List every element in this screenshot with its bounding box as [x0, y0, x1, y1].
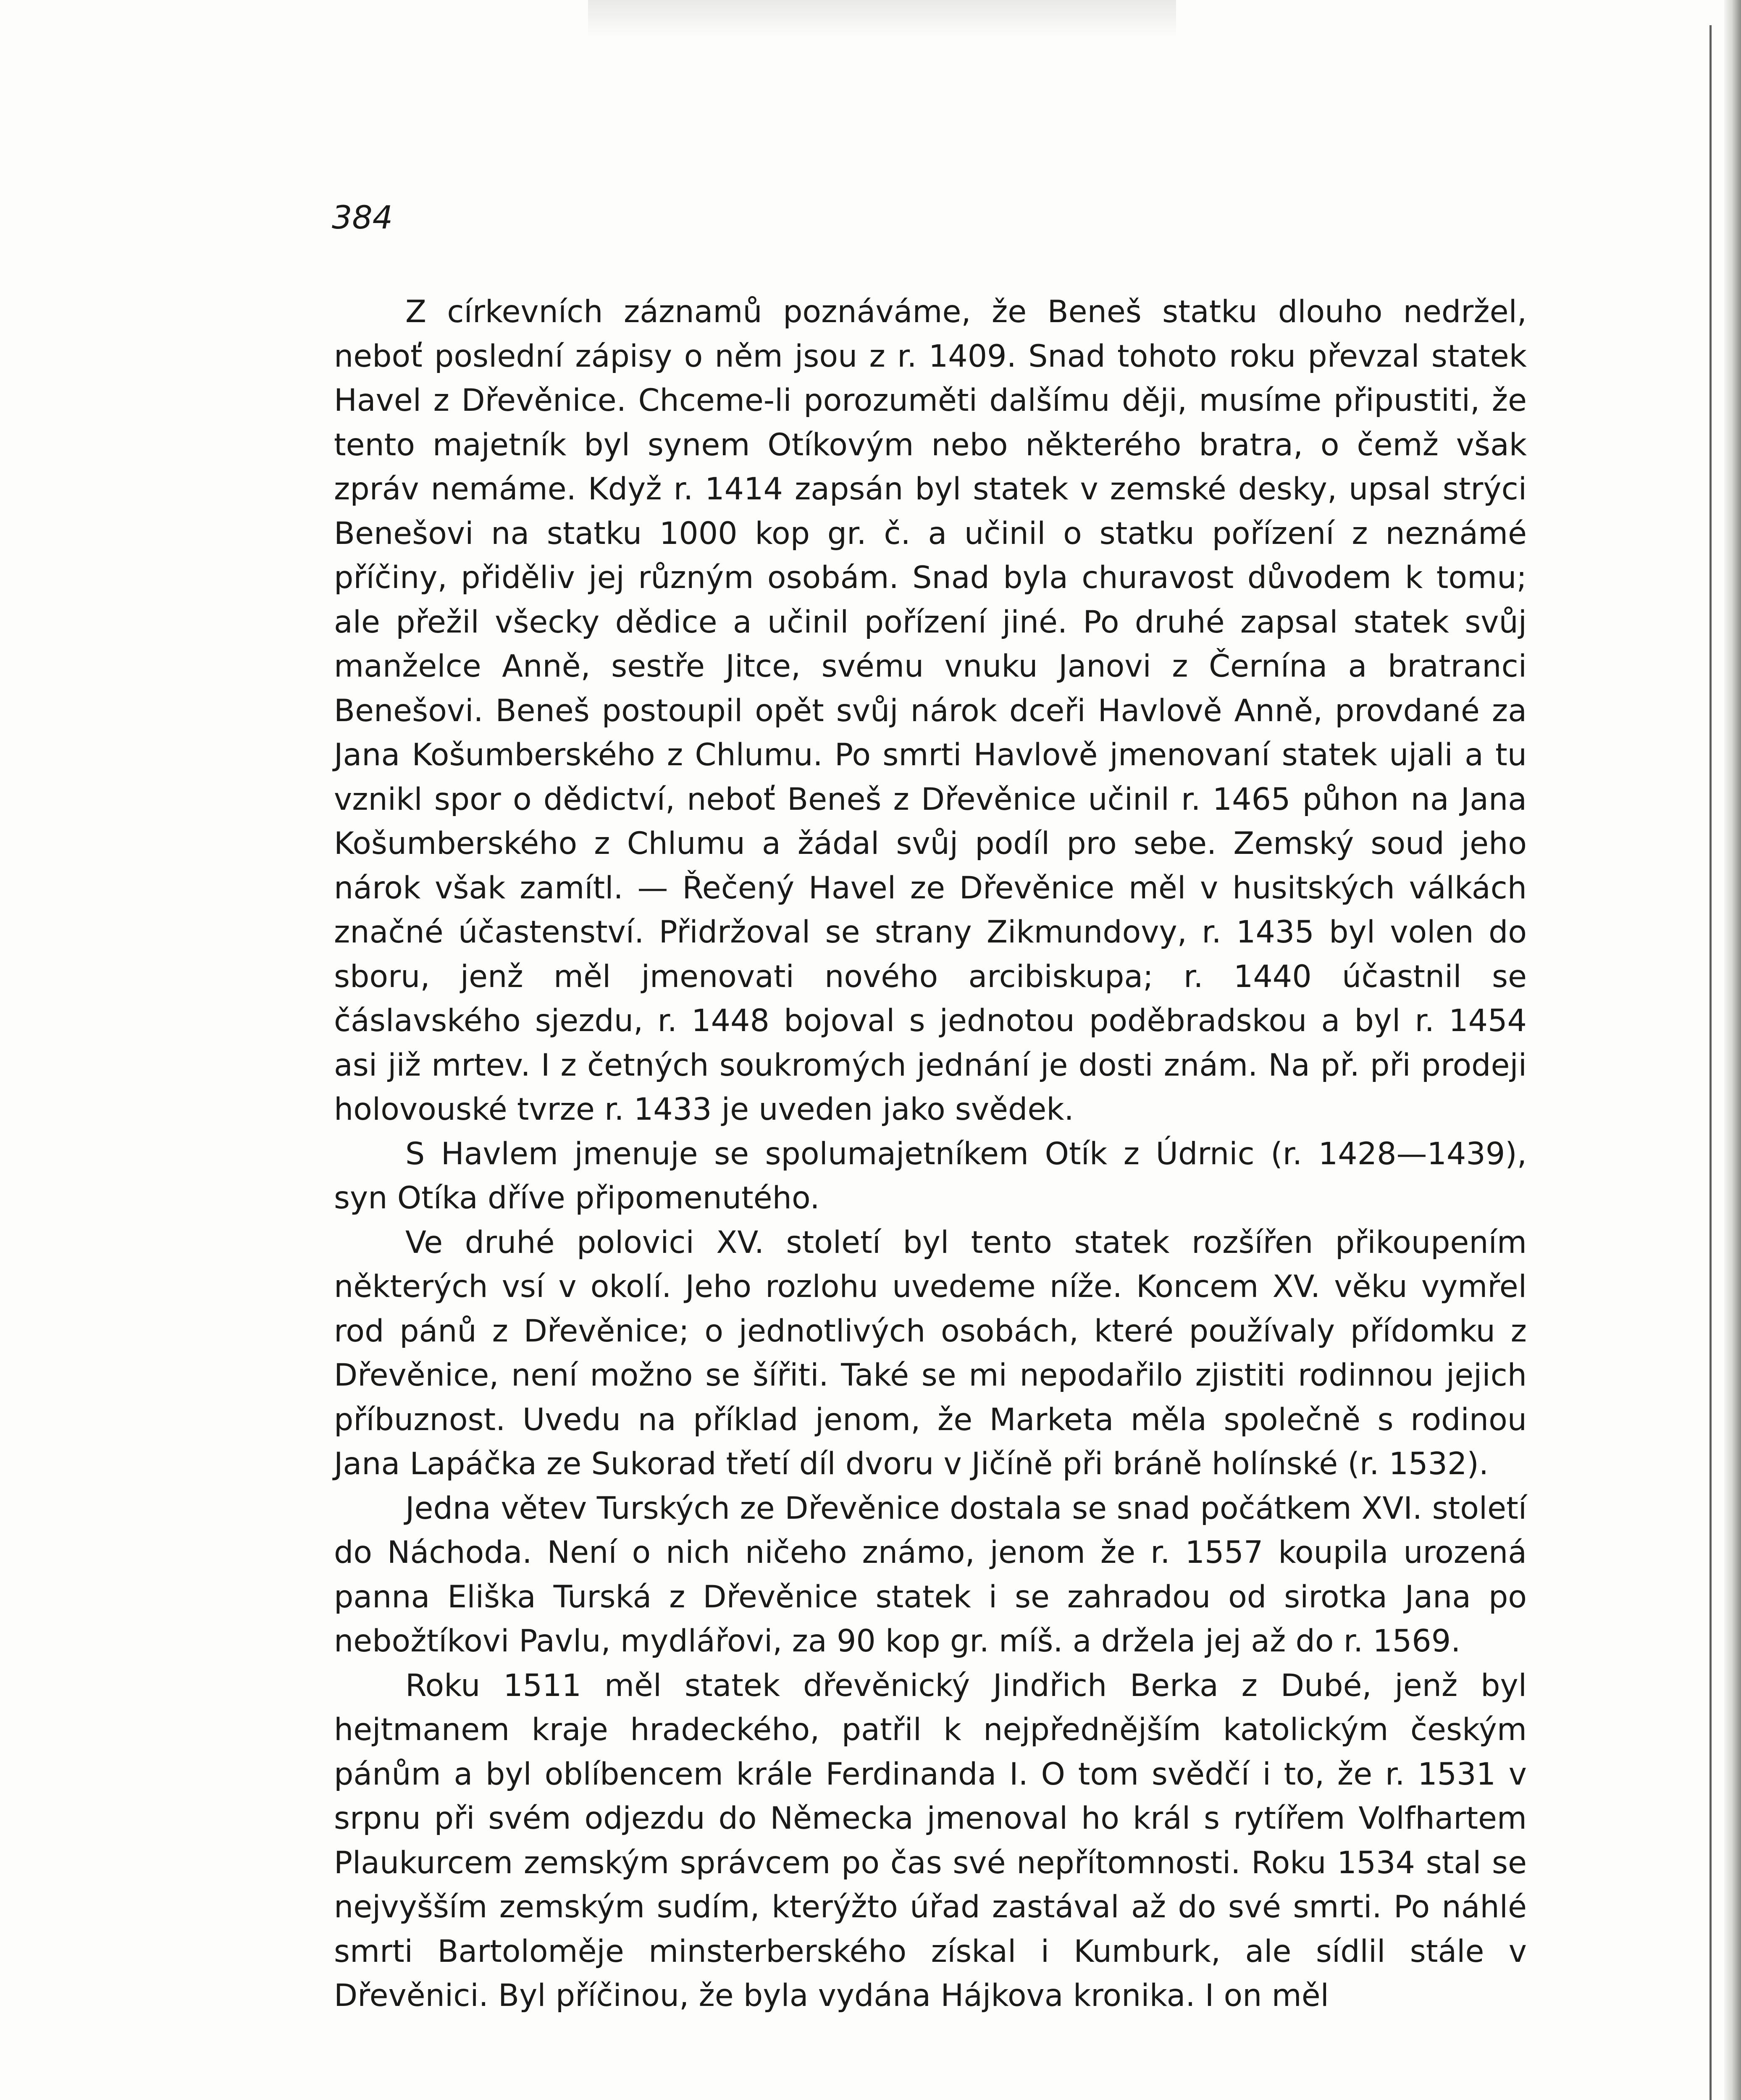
paragraph: Ve druhé polovici XV. století byl tento statek rozšířen přikoupením některých vsí v okolí. Jeho rozlohu uvedeme níže. Koncem XV. věku vymřel rod pánů z Dřevěnice; o jednotlivých osobách, které používaly přídomku z Dřevěnice, není možno se šířiti. Také se mi nepodařilo zjistiti rodinnou jejich příbuznost. Uvedu na příklad jenom, že Marketa měla společně s rodinou Jana Lapáčka ze Sukorad třetí díl dvoru v Jičíně při bráně holínské (r. 1532). — [334, 1224, 1527, 1482]
paragraph: S Havlem jmenuje se spolumajetníkem Otík z Údrnic (r. 1428—1439), syn Otíka dříve připomenutého. — [334, 1136, 1527, 1216]
top-scan-shadow — [588, 0, 1176, 38]
binding-edge-line — [1709, 25, 1712, 2100]
page-edge-shadow — [1724, 0, 1741, 2100]
page-number: 384 — [332, 199, 393, 236]
paragraph: Z církevních záznamů poznáváme, že Beneš statku dlouho nedržel, neboť poslední zápisy o něm jsou z r. 1409. Snad tohoto roku převzal statek Havel z Dřevěnice. Chceme-li porozuměti dalšímu ději, musíme připustiti, že tento majetník byl synem Otíkovým nebo některého bratra, o čemž však zpráv nemáme. Když r. 1414 zapsán byl statek v zemské desky, upsal strýci Benešovi na statku 1000 kop gr. č. a učinil o statku pořízení z neznámé příčiny, přiděliv jej různým osobám. Snad byla churavost důvodem k tomu; ale přežil všecky dědice a učinil pořízení jiné. Po druhé zapsal statek svůj manželce Anně, sestře Jitce, svému vnuku Janovi z Černína a bratranci Benešovi. Beneš postoupil opět svůj nárok dceři Havlově Anně, provdané za Jana Košumberského z Chlumu. Po smrti Havlově jmenovaní statek ujali a tu vznikl spor o dědictví, neboť Beneš z Dřevěnice učinil r. 1465 půhon na Jana Košumberského z Chlumu a žádal svůj podíl pro sebe. Zemský soud jeho nárok však zamítl. — Řečený Havel ze Dřevěnice měl v husitských válkách značné účastenství. Přidržoval se strany Zikmundovy, r. 1435 byl volen do sboru, jenž měl jmenovati nového arcibiskupa; r. 1440 účastnil se čáslavského sjezdu, r. 1448 bojoval s jednotou poděbradskou a byl r. 1454 asi již mrtev. I z četných soukromých jednání je dosti znám. Na př. při prodeji holovouské tvrze r. 1433 je uveden jako svědek. — [334, 294, 1527, 1127]
body-text — [334, 290, 1527, 2018]
paragraph: Roku 1511 měl statek dřevěnický Jindřich Berka z Dubé, jenž byl hejtmanem kraje hradeckého, patřil k nejpřednějším katolickým českým pánům a byl oblíbencem krále Ferdinanda I. O tom svědčí i to, že r. 1531 v srpnu při svém odjezdu do Německa jmenoval ho král s rytířem Volfhartem Plaukurcem zemským správcem po čas své nepřítomnosti. Roku 1534 stal se nejvyšším zemským sudím, kterýžto úřad zastával až do své smrti. Po náhlé smrti Bartoloměje minsterberského získal i Kumburk, ale sídlil stále v Dřevěnici. Byl příčinou, že byla vydána Hájkova kronika. I on měl — [334, 1667, 1527, 2013]
paragraph: Jedna větev Turských ze Dřevěnice dostala se snad počátkem XVI. století do Náchoda. Není o nich ničeho známo, jenom že r. 1557 koupila urozená panna Eliška Turská z Dřevěnice statek i se zahradou od sirotka Jana po nebožtíkovi Pavlu, mydlářovi, za 90 kop gr. míš. a držela jej až do r. 1569. — [334, 1490, 1527, 1659]
